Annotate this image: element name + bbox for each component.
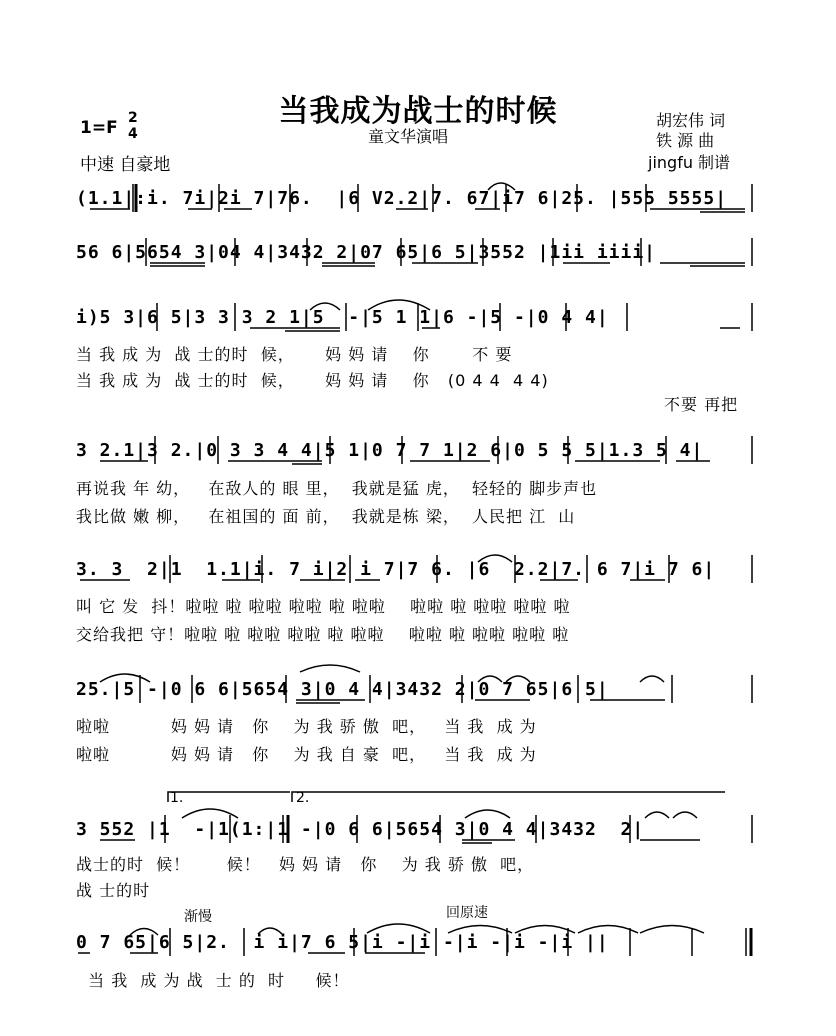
- song-title: 当我成为战士的时候: [278, 94, 558, 129]
- lyric-verse1: 叫 它 发 抖！啦啦 啦 啦啦 啦啦 啦 啦啦 啦啦 啦 啦啦 啦啦 啦: [76, 597, 571, 616]
- notes: 3 552 |1 -|1(1:|1 -|0 6 6|5654 3|0 4 4|3432 2|: [76, 818, 645, 840]
- lyric-verse2: 当 我 成 为 战 士的时 候， 妈 妈 请 你 (0 4 4 4 4): [76, 371, 549, 390]
- lyric-verse2: 战 士的时: [76, 881, 151, 900]
- staff-line-8: [76, 927, 756, 957]
- tempo-marking: 中速 自豪地: [80, 155, 171, 175]
- staff-line-6: [76, 674, 756, 704]
- notes: 25.|5 -|0 6 6|5654 3|0 4 4|3432 2|0 7 65|6 5|: [76, 678, 609, 700]
- lyric-verse2: 我比做 嫩 柳， 在祖国的 面 前， 我就是栋 梁， 人民把 江 山: [76, 507, 576, 526]
- lyric-verse2: 交给我把 守！啦啦 啦 啦啦 啦啦 啦 啦啦 啦啦 啦 啦啦 啦啦 啦: [76, 625, 570, 644]
- composer-credit: 铁 源 曲: [656, 131, 715, 150]
- notes: i)5 3|6 5|3 3 3 2 1|5 -|5 1 1|6 -|5 -|0 4 4|: [76, 306, 609, 328]
- staff-line-2: [76, 237, 756, 267]
- notes: (1.1|:i. 7i|2i 7|76. |6 V2.2|7. 67|i7 6|25. |555 5555|: [76, 187, 728, 209]
- staff-line-5: [76, 554, 756, 584]
- key-signature: 1=F: [80, 118, 118, 138]
- lyric-verse1: 当 我 成 为 战 士的时 候， 妈 妈 请 你 不 要: [76, 345, 513, 364]
- lyric-verse1: 啦啦 妈 妈 请 你 为 我 骄 傲 吧， 当 我 成 为: [76, 717, 537, 736]
- notes: 3. 3 2|1 1.1|i. 7 i|2 i 7|7 6. |6 2.2|7. 6 7|i 7 6|: [76, 558, 716, 580]
- lyricist-credit: 胡宏伟 词: [656, 111, 726, 130]
- time-signature-numerator: 2: [128, 110, 138, 126]
- lyric-verse2: 啦啦 妈 妈 请 你 为 我 自 豪 吧， 当 我 成 为: [76, 745, 537, 764]
- notes: 3 2.1|3 2.|0 3 3 4 4|5 1|0 7 7 1|2 6|0 5 5 5|1.3 5 4|: [76, 439, 704, 461]
- ritardando-mark: 渐慢: [184, 909, 212, 925]
- singer-credit: 童文华演唱: [368, 127, 449, 146]
- staff-line-3: [76, 302, 756, 332]
- staff-line-7: [76, 814, 756, 844]
- notes: 56 6|5654 3|04 4|3432 2|07 65|6 5|3552 |1ii iiii|: [76, 241, 657, 263]
- volta-1: 1.: [170, 790, 184, 806]
- lyric-verse1: 战士的时 候！ 候！ 妈 妈 请 你 为 我 骄 傲 吧，: [76, 855, 535, 874]
- staff-line-4: [76, 435, 756, 465]
- volta-2: 2.: [296, 790, 310, 806]
- notes: 0 7 65|6 5|2. i i|7 6 5|i -|i -|i -|i -|i ||: [76, 931, 609, 953]
- staff-line-1: [76, 183, 756, 213]
- a-tempo-mark: 回原速: [446, 905, 488, 921]
- lyric-extra: 不要 再把: [664, 395, 739, 414]
- arranger-credit: jingfu 制谱: [648, 153, 731, 172]
- lyric-verse1: 再说我 年 幼， 在敌人的 眼 里， 我就是猛 虎， 轻轻的 脚步声也: [76, 479, 598, 498]
- lyric-verse1: 当 我 成 为 战 士 的 时 候！: [76, 971, 350, 990]
- time-signature-denominator: 4: [128, 126, 138, 142]
